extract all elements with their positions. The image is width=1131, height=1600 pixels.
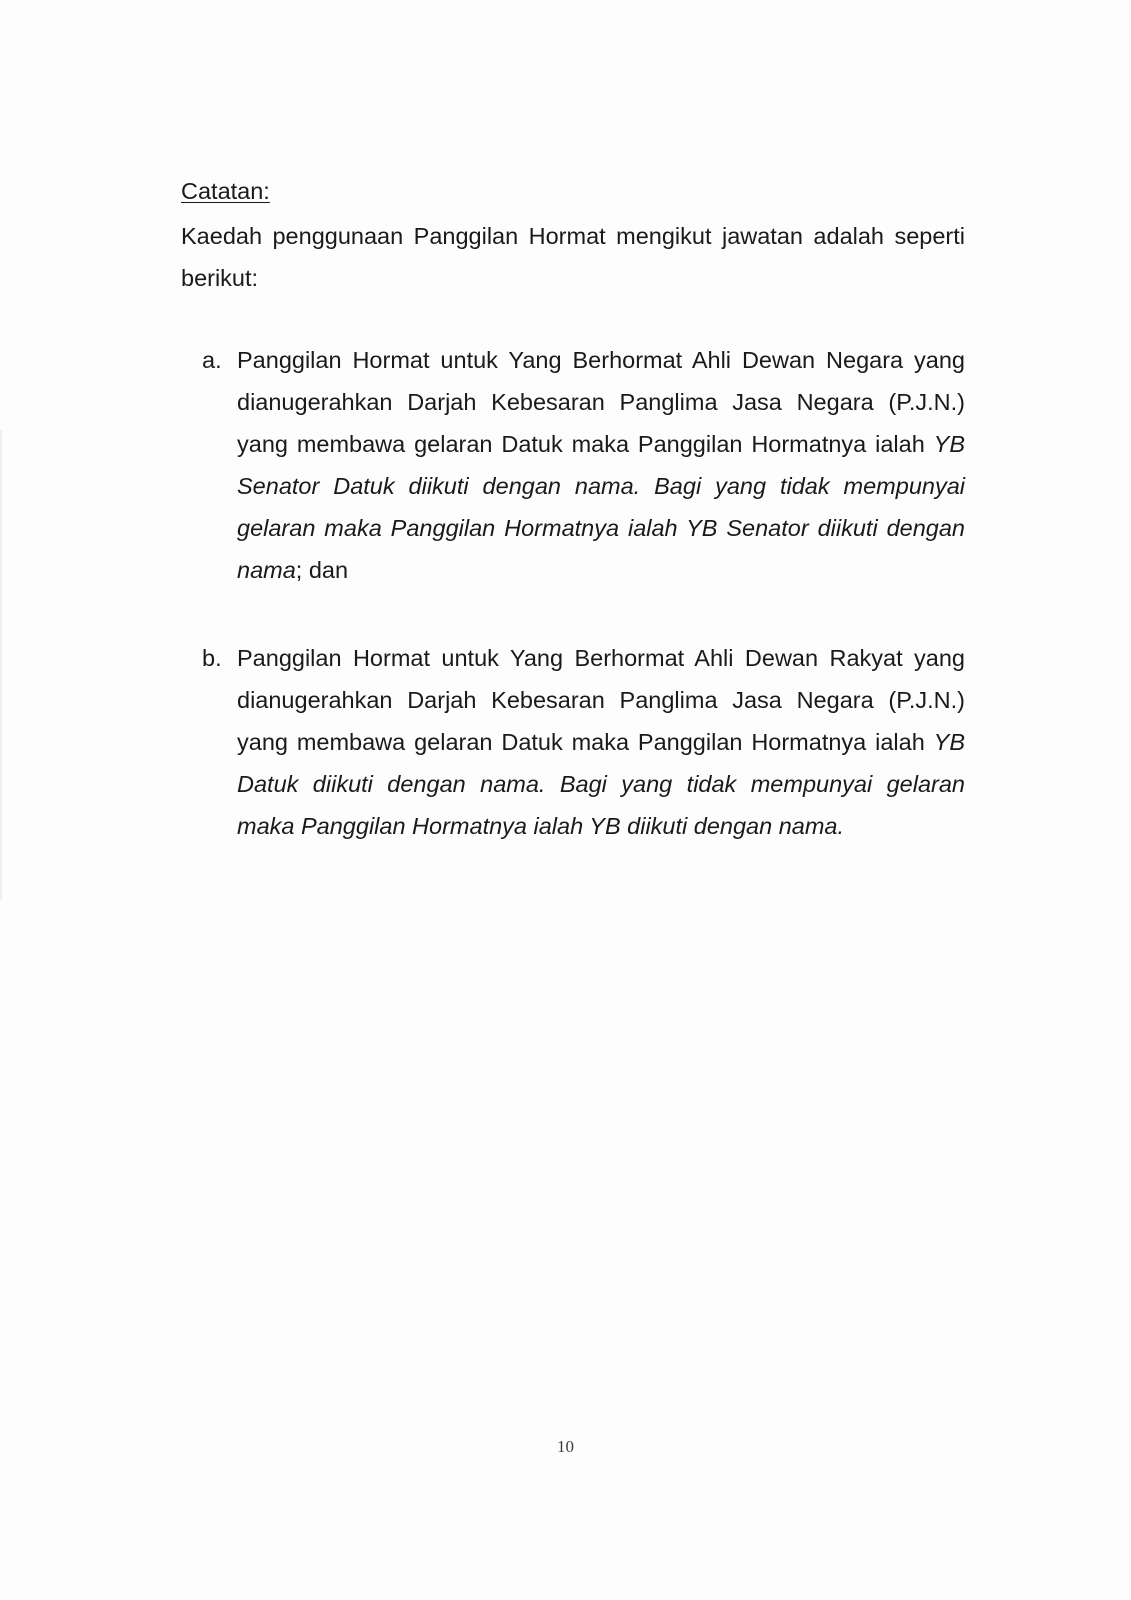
list-marker-b: b. <box>202 645 222 671</box>
list-item-a-tail-text: ; dan <box>295 557 349 583</box>
list-item-b-text <box>237 637 965 847</box>
list-item-a-text <box>237 339 965 591</box>
scan-edge-shadow <box>0 430 3 900</box>
list-marker-a: a. <box>202 347 222 373</box>
list-item-a <box>202 339 965 591</box>
intro-paragraph: Kaedah penggunaan Panggilan Hormat mengikut jawatan adalah seperti berikut: <box>181 223 965 291</box>
page-number: 10 <box>557 1437 574 1456</box>
notes-heading: Catatan: <box>181 178 270 204</box>
list-item-b <box>202 637 965 847</box>
list-item-b-italic-text: YB Datuk diikuti dengan nama. Bagi yang tidak mempunyai gelaran maka Panggilan Hormatnya ialah YB diikuti dengan nama. <box>237 729 965 839</box>
list-item-a-normal-text: Panggilan Hormat untuk Yang Berhormat Ahli Dewan Negara yang dianugerahkan Darjah Kebesaran Panglima Jasa Negara (P.J.N.) yang membawa gelaran Datuk maka Panggilan Hormatnya ialah <box>237 347 965 457</box>
list-item-b-normal-text: Panggilan Hormat untuk Yang Berhormat Ahli Dewan Rakyat yang dianugerahkan Darjah Kebesaran Panglima Jasa Negara (P.J.N.) yang membawa gelaran Datuk maka Panggilan Hormatnya ialah <box>237 645 965 755</box>
list-item-a-italic-text: YB Senator Datuk diikuti dengan nama. Bagi yang tidak mempunyai gelaran maka Panggilan Hormatnya ialah YB Senator diikuti dengan nama <box>237 431 965 583</box>
